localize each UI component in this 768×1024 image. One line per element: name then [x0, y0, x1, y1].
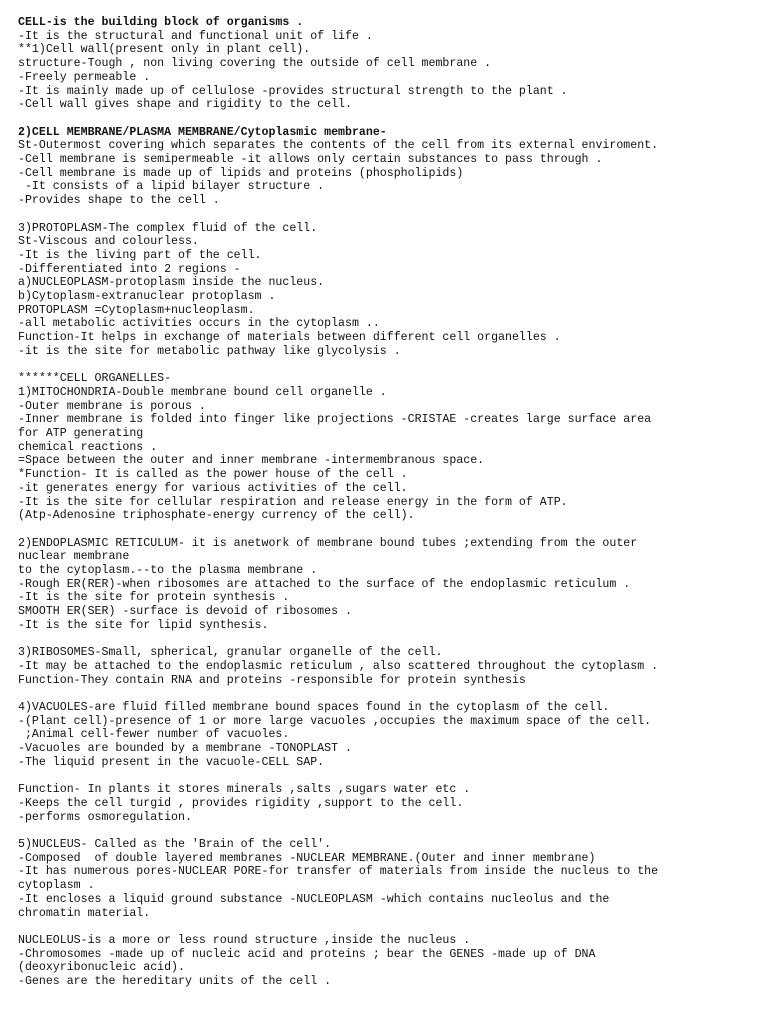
text-line: =Space between the outer and inner membrane -intermembranous space.	[18, 454, 485, 468]
blank-line	[18, 523, 758, 537]
text-line: (deoxyribonucleic acid).	[18, 961, 185, 975]
text-line: **1)Cell wall(present only in plant cell).	[18, 43, 311, 57]
heading-line: 2)CELL MEMBRANE/PLASMA MEMBRANE/Cytoplasmic membrane-	[18, 125, 387, 139]
text-line: -It may be attached to the endoplasmic reticulum , also scattered throughout the cytoplasm .	[18, 659, 659, 673]
text-line: ;Animal cell-fewer number of vacuoles.	[18, 728, 290, 742]
text-line: Function- In plants it stores minerals ,salts ,sugars water etc .	[18, 783, 471, 797]
blank-line	[18, 920, 758, 934]
text-line: -Composed of double layered membranes -NUCLEAR MEMBRANE.(Outer and inner membrane)	[18, 851, 596, 865]
text-line: Function-They contain RNA and proteins -responsible for protein synthesis	[18, 673, 526, 687]
text-line: -It encloses a liquid ground substance -NUCLEOPLASM -which contains nucleolus and the	[18, 892, 610, 906]
text-line: *Function- It is called as the power house of the cell .	[18, 468, 408, 482]
text-line: -performs osmoregulation.	[18, 810, 192, 824]
text-line: -It is the site for cellular respiration and release energy in the form of ATP.	[18, 495, 568, 509]
text-line: structure-Tough , non living covering the outside of cell membrane .	[18, 57, 492, 71]
text-line: -Rough ER(RER)-when ribosomes are attached to the surface of the endoplasmic reticulum .	[18, 577, 631, 591]
text-line: -Cell membrane is made up of lipids and proteins (phospholipids)	[18, 166, 464, 180]
text-line: -Keeps the cell turgid , provides rigidity ,support to the cell.	[18, 796, 464, 810]
text-line: -Differentiated into 2 regions -	[18, 262, 241, 276]
blank-line	[18, 633, 758, 647]
text-line: Function-It helps in exchange of materials between different cell organelles .	[18, 331, 561, 345]
blank-line	[18, 359, 758, 373]
text-line: 2)ENDOPLASMIC RETICULUM- it is anetwork of membrane bound tubes ;extending from the outer	[18, 536, 638, 550]
blank-line	[18, 112, 758, 126]
text-line: SMOOTH ER(SER) -surface is devoid of ribosomes .	[18, 605, 352, 619]
text-line: -it is the site for metabolic pathway like glycolysis .	[18, 344, 401, 358]
text-line: b)Cytoplasm-extranuclear protoplasm .	[18, 290, 276, 304]
text-line: -It is the site for protein synthesis .	[18, 591, 290, 605]
text-line: -Inner membrane is folded into finger like projections -CRISTAE -creates large surface area	[18, 413, 652, 427]
text-line: 3)RIBOSOMES-Small, spherical, granular organelle of the cell.	[18, 646, 443, 660]
blank-line	[18, 208, 758, 222]
text-line: -it generates energy for various activities of the cell.	[18, 481, 408, 495]
text-line: -It is the site for lipid synthesis.	[18, 618, 269, 632]
document-page	[18, 16, 758, 989]
text-line: -It is the structural and functional unit of life .	[18, 29, 373, 43]
text-line: -Cell membrane is semipermeable -it allows only certain substances to pass through .	[18, 153, 603, 167]
heading-line: CELL-is the building block of organisms .	[18, 16, 304, 29]
text-line: St-Outermost covering which separates the contents of the cell from its external enviroment.	[18, 139, 659, 153]
text-line: 3)PROTOPLASM-The complex fluid of the cell.	[18, 221, 318, 235]
text-line: -Provides shape to the cell .	[18, 194, 220, 208]
text-line: ******CELL ORGANELLES-	[18, 372, 172, 386]
text-line: St-Viscous and colourless.	[18, 235, 199, 249]
text-line: (Atp-Adenosine triphosphate-energy currency of the cell).	[18, 509, 415, 523]
text-line: chromatin material.	[18, 906, 151, 920]
text-line: -It has numerous pores-NUCLEAR PORE-for transfer of materials from inside the nucleus to the	[18, 865, 659, 879]
text-line: -Genes are the hereditary units of the cell .	[18, 975, 332, 989]
text-line: for ATP generating	[18, 427, 144, 441]
text-line: -Cell wall gives shape and rigidity to the cell.	[18, 98, 352, 112]
text-line: chemical reactions .	[18, 440, 158, 454]
text-line: PROTOPLASM =Cytoplasm+nucleoplasm.	[18, 303, 255, 317]
blank-line	[18, 824, 758, 838]
text-line: -Outer membrane is porous .	[18, 399, 206, 413]
text-line: cytoplasm .	[18, 879, 95, 893]
blank-line	[18, 687, 758, 701]
text-line: NUCLEOLUS-is a more or less round structure ,inside the nucleus .	[18, 933, 471, 947]
text-line: a)NUCLEOPLASM-protoplasm inside the nucleus.	[18, 276, 325, 290]
text-line: to the cytoplasm.--to the plasma membrane .	[18, 564, 318, 578]
text-line: 4)VACUOLES-are fluid filled membrane bound spaces found in the cytoplasm of the cell.	[18, 701, 610, 715]
text-line: 1)MITOCHONDRIA-Double membrane bound cell organelle .	[18, 385, 387, 399]
text-line: nuclear membrane	[18, 550, 130, 564]
text-line: -It is the living part of the cell.	[18, 248, 262, 262]
text-line: -Freely permeable .	[18, 70, 151, 84]
text-line: -Chromosomes -made up of nucleic acid and proteins ; bear the GENES -made up of DNA	[18, 947, 596, 961]
text-line: -Vacuoles are bounded by a membrane -TONOPLAST .	[18, 742, 352, 756]
text-line: 5)NUCLEUS- Called as the 'Brain of the cell'.	[18, 838, 332, 852]
text-line: -The liquid present in the vacuole-CELL SAP.	[18, 755, 325, 769]
text-line: -It is mainly made up of cellulose -provides structural strength to the plant .	[18, 84, 568, 98]
text-line: -all metabolic activities occurs in the cytoplasm ..	[18, 317, 380, 331]
text-line: -It consists of a lipid bilayer structure .	[18, 180, 325, 194]
blank-line	[18, 770, 758, 784]
text-line: -(Plant cell)-presence of 1 or more large vacuoles ,occupies the maximum space of the cell.	[18, 714, 652, 728]
